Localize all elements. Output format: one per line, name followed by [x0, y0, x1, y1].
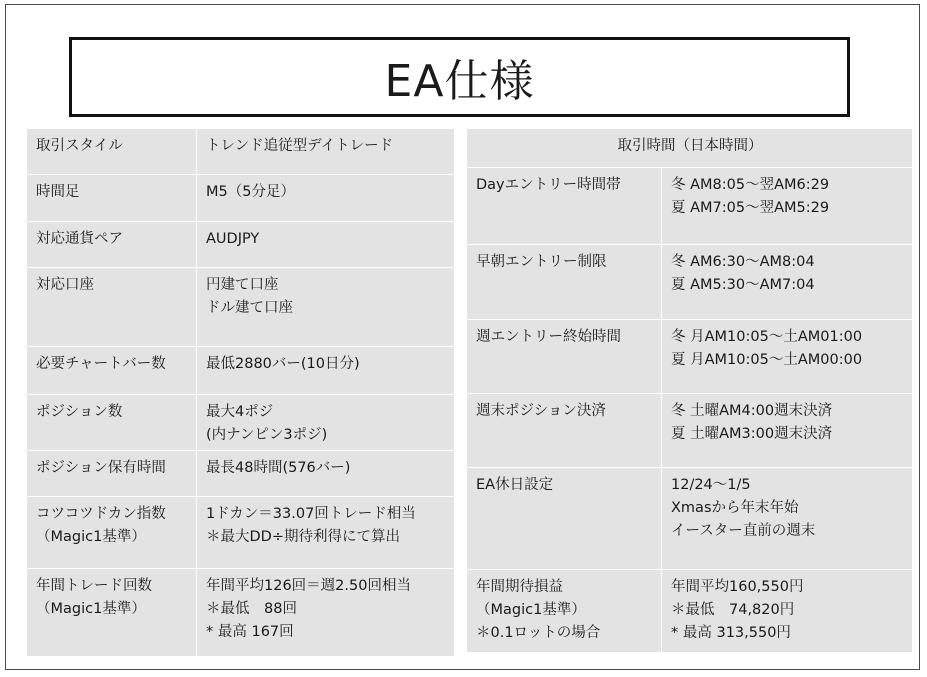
- row-label: [467, 468, 662, 570]
- row-value: [662, 468, 913, 570]
- cell-line: トレンド追従型デイトレード: [206, 138, 394, 154]
- cell-line: コツコツドカン指数: [36, 506, 166, 522]
- row-label: [27, 222, 197, 268]
- cell-line: 最大4ポジ: [206, 404, 274, 420]
- cell-line: イースター直前の週末: [671, 523, 816, 539]
- cell-line: 夏 月AM10:05～土AM00:00: [671, 352, 863, 368]
- row-label: [27, 395, 197, 451]
- row-label: [467, 168, 662, 245]
- cell-line: （Magic1基準）: [36, 601, 146, 617]
- row-value: [662, 245, 913, 320]
- cell-line: Xmasから年末年始: [671, 500, 799, 516]
- row-value: [197, 347, 455, 395]
- cell-line: ポジション数: [36, 404, 123, 420]
- cell-line: 対応口座: [36, 277, 94, 293]
- cell-line: 冬 土曜AM4:00週末決済: [671, 403, 833, 419]
- row-label: [467, 245, 662, 320]
- cell-line: 週末ポジション決済: [476, 403, 606, 419]
- row-label: [27, 175, 197, 222]
- cell-line: 週エントリー終始時間: [476, 329, 621, 345]
- table-row: [27, 222, 455, 268]
- spec-table-left: [27, 129, 455, 657]
- table-row: [27, 175, 455, 222]
- cell-line: AUDJPY: [206, 231, 260, 247]
- cell-line: 年間平均160,550円: [671, 579, 804, 595]
- cell-line: 年間期待損益: [476, 579, 563, 595]
- row-label: [27, 129, 197, 175]
- row-label: [27, 569, 197, 657]
- cell-line: 年間平均126回＝週2.50回相当: [206, 578, 411, 594]
- row-label: [27, 451, 197, 497]
- cell-line: 冬 月AM10:05～土AM01:00: [671, 329, 863, 345]
- row-value: [197, 451, 455, 497]
- row-value: [197, 395, 455, 451]
- row-value: [197, 222, 455, 268]
- cell-line: 年間トレード回数: [36, 578, 152, 594]
- row-label: [27, 497, 197, 569]
- cell-line: 対応通貨ペア: [36, 231, 123, 247]
- table-row: [467, 168, 913, 245]
- cell-line: ＊最低 74,820円: [671, 602, 795, 618]
- table-row: [467, 320, 913, 394]
- cell-line: 早朝エントリー制限: [476, 254, 607, 270]
- cell-line: （Magic1基準）: [36, 529, 146, 545]
- row-label: [467, 394, 662, 468]
- cell-line: 円建て口座: [206, 277, 279, 293]
- cell-line: 取引スタイル: [36, 138, 123, 154]
- cell-line: 1ドカン＝33.07回トレード相当: [206, 506, 416, 522]
- cell-line: 最低2880バー(10日分): [206, 356, 360, 372]
- cell-line: M5（5分足）: [206, 184, 295, 200]
- table-row: [27, 347, 455, 395]
- spec-table-right: [467, 129, 913, 653]
- table-row: [467, 394, 913, 468]
- cell-line: (内ナンピン3ポジ): [206, 427, 328, 443]
- cell-line: 12/24～1/5: [671, 477, 751, 493]
- row-value: [662, 394, 913, 468]
- table-row: [467, 468, 913, 570]
- row-label: [27, 347, 197, 395]
- row-value: [197, 497, 455, 569]
- cell-line: 夏 AM5:30～AM7:04: [671, 277, 815, 293]
- cell-line: ＊最低 88回: [206, 601, 297, 617]
- cell-line: ＊最大DD÷期待利得にて算出: [206, 529, 400, 545]
- cell-line: 冬 AM8:05～翌AM6:29: [671, 177, 830, 193]
- table-header: 取引時間（日本時間）: [467, 129, 913, 168]
- row-value: [197, 569, 455, 657]
- cell-line: 必要チャートバー数: [36, 356, 166, 372]
- table-row: [27, 497, 455, 569]
- table-row: [467, 245, 913, 320]
- table-row: [27, 268, 455, 347]
- cell-line: ポジション保有時間: [36, 460, 166, 476]
- row-label: [27, 268, 197, 347]
- row-label: [467, 570, 662, 653]
- table-row: [27, 451, 455, 497]
- cell-line: 夏 土曜AM3:00週末決済: [671, 426, 833, 442]
- cell-line: * 最高 313,550円: [671, 625, 791, 641]
- cell-line: 冬 AM6:30～AM8:04: [671, 254, 815, 270]
- cell-line: 最長48時間(576バー): [206, 460, 351, 476]
- cell-line: （Magic1基準）: [476, 602, 586, 618]
- cell-line: ＊0.1ロットの場合: [476, 625, 601, 641]
- row-value: [662, 320, 913, 394]
- table-header-row: [467, 129, 913, 168]
- table-row: [27, 395, 455, 451]
- row-value: [197, 175, 455, 222]
- row-label: [467, 320, 662, 394]
- table-row: [27, 569, 455, 657]
- cell-line: ドル建て口座: [206, 300, 293, 316]
- page-title: EA仕様: [384, 56, 535, 107]
- table-row: [467, 570, 913, 653]
- cell-line: Dayエントリー時間帯: [476, 177, 621, 193]
- row-value: [197, 129, 455, 175]
- table-row: [27, 129, 455, 175]
- row-value: [197, 268, 455, 347]
- row-value: [662, 168, 913, 245]
- row-value: [662, 570, 913, 653]
- cell-line: EA休日設定: [476, 477, 554, 493]
- cell-line: 時間足: [36, 184, 80, 200]
- title-box: [69, 37, 850, 117]
- cell-line: * 最高 167回: [206, 624, 294, 640]
- cell-line: 夏 AM7:05～翌AM5:29: [671, 200, 830, 216]
